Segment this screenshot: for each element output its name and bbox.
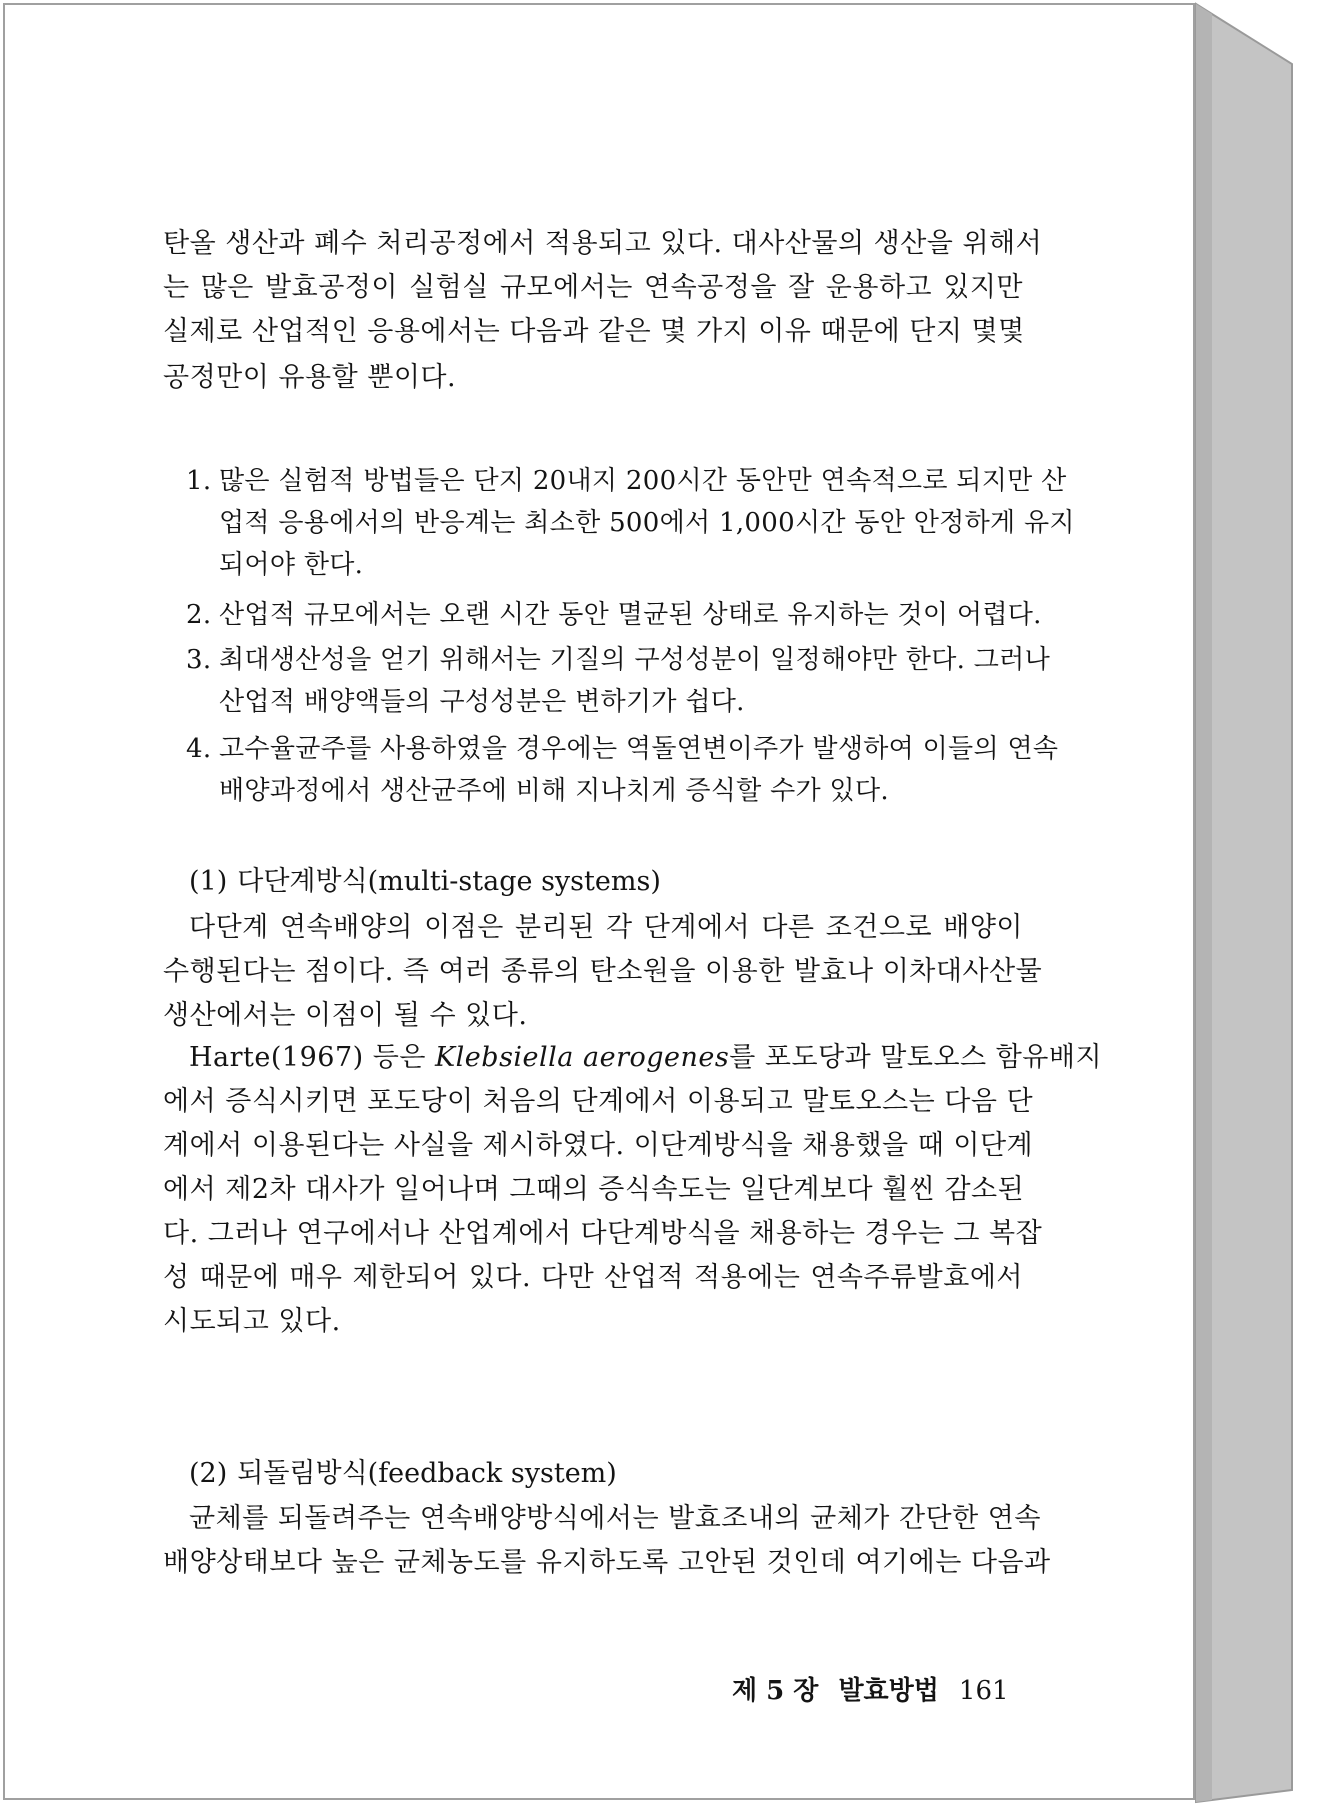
text-line: 많은 실험적 방법들은 단지 20내지 200시간 동안만 연속적으로 되지만 산 (219, 466, 1067, 496)
list-number: 4. (186, 734, 212, 764)
list-number: 1. (186, 466, 212, 496)
text-line: 에서 제2차 대사가 일어나며 그때의 증식속도는 일단계보다 훨씬 감소된 (163, 1174, 1025, 1205)
paragraph-intro (163, 222, 1043, 400)
text-line: 생산에서는 이점이 될 수 있다. (163, 1000, 528, 1031)
section-title: 되돌림방식(feedback system) (237, 1458, 617, 1489)
text-line: 다. 그러나 연구에서나 산업계에서 다단계방식을 채용하는 경우는 그 복잡 (163, 1218, 1043, 1249)
text-line: 최대생산성을 얻기 위해서는 기질의 구성성분이 일정해야만 한다. 그러나 (219, 645, 1050, 675)
text-line: 산업적 배양액들의 구성성분은 변하기가 쉽다. (219, 687, 745, 717)
text-line: 산업적 규모에서는 오랜 시간 동안 멸균된 상태로 유지하는 것이 어렵다. (219, 600, 1042, 630)
page-footer (732, 1670, 1009, 1707)
paragraph-multistage (163, 906, 1043, 1038)
text-line: 탄올 생산과 폐수 처리공정에서 적용되고 있다. 대사산물의 생산을 위해서 (163, 228, 1043, 259)
text-line: 시도되고 있다. (163, 1306, 341, 1337)
text-line: 는 많은 발효공정이 실험실 규모에서는 연속공정을 잘 운용하고 있지만 (163, 272, 1023, 303)
text-line: 업적 응용에서의 반응계는 최소한 500에서 1,000시간 동안 안정하게 유지 (219, 508, 1075, 538)
chapter-label: 제 5 장 (732, 1676, 819, 1706)
list-body (219, 594, 1042, 636)
paragraph-feedback (163, 1497, 1051, 1585)
text-line: 배양상태보다 높은 균체농도를 유지하도록 고안된 것인데 여기에는 다음과 (163, 1547, 1051, 1578)
text-span: 를 포도당과 말토오스 함유배지 (729, 1042, 1103, 1073)
text-line: 공정만이 유용할 뿐이다. (163, 362, 457, 393)
chapter-title: 발효방법 (838, 1676, 939, 1706)
section-title: 다단계방식(multi-stage systems) (237, 866, 661, 897)
text-line (163, 1036, 1103, 1080)
list-number: 3. (186, 645, 212, 675)
text-line: 실제로 산업적인 응용에서는 다음과 같은 몇 가지 이유 때문에 단지 몇몇 (163, 316, 1025, 347)
list-body (219, 728, 1059, 812)
species-name: Klebsiella aerogenes (435, 1042, 730, 1073)
text-line: 다단계 연속배양의 이점은 분리된 각 단계에서 다른 조건으로 배양이 (189, 912, 1023, 943)
text-span: Harte(1967) 등은 (189, 1042, 435, 1073)
text-line: 계에서 이용된다는 사실을 제시하였다. 이단계방식을 채용했을 때 이단계 (163, 1130, 1034, 1161)
text-line: 고수율균주를 사용하였을 경우에는 역돌연변이주가 발생하여 이들의 연속 (219, 734, 1059, 764)
list-number: 2. (186, 600, 212, 630)
list-body (219, 460, 1075, 586)
section-heading-multistage (189, 862, 661, 902)
text-line: 균체를 되돌려주는 연속배양방식에서는 발효조내의 균체가 간단한 연속 (189, 1503, 1041, 1534)
section-heading-feedback (189, 1454, 617, 1494)
text-line: 수행된다는 점이다. 즉 여러 종류의 탄소원을 이용한 발효나 이차대사산물 (163, 956, 1043, 987)
paragraph-harte (163, 1036, 1103, 1344)
text-line: 되어야 한다. (219, 550, 364, 580)
text-line: 배양과정에서 생산균주에 비해 지나치게 증식할 수가 있다. (219, 776, 889, 806)
section-number: (1) (189, 866, 228, 897)
list-body (219, 639, 1050, 723)
section-number: (2) (189, 1458, 228, 1489)
text-line: 성 때문에 매우 제한되어 있다. 다만 산업적 적용에는 연속주류발효에서 (163, 1262, 1023, 1293)
page-number: 161 (958, 1676, 1009, 1706)
text-line: 에서 증식시키면 포도당이 처음의 단계에서 이용되고 말토오스는 다음 단 (163, 1086, 1034, 1117)
